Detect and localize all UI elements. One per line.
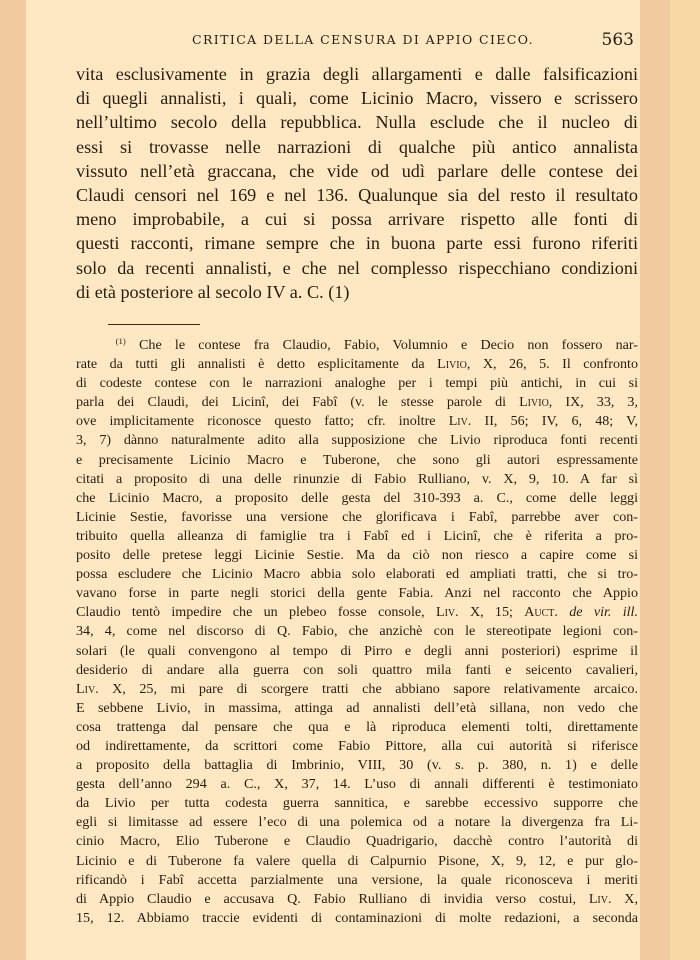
footnote-line <box>76 680 638 699</box>
footnote-text: ove implicitamente riconosce questo fatto; cfr. inoltre <box>76 413 449 430</box>
footnote-line: od indirettamente, da scrittori come Fabio Pittore, alla cui autorità si riferisce <box>76 737 638 754</box>
author-liv: Liv. <box>448 413 472 430</box>
footnote-line: possa escludere che Licinio Macro abbia solo elaborati ed ampliati tratti, che si tro- <box>76 566 638 583</box>
footnote-line: Licinio e di Tuberone fa valere quella di Calpurnio Pisone, X, 9, 12, e pur glo- <box>76 852 638 869</box>
running-title: CRITICA DELLA CENSURA DI APPIO CIECO. <box>192 32 535 47</box>
footnote-line: che Licinio Macro, a proposito delle gesta del 310-393 a. C., come delle leggi <box>76 489 638 506</box>
footnote-rule <box>108 324 200 325</box>
body-line: Claudi censori nel 169 e nel 136. Qualunque sia del resto il resultato <box>76 185 638 206</box>
author-auct: Auct. <box>524 604 558 621</box>
footnote-line: citati a proposito di una delle rinunzie di Fabio Rulliano, v. X, 9, 10. A far sì <box>76 470 638 487</box>
page-number: 563 <box>601 30 634 50</box>
body-line: essi si trovasse nelle narrazioni di qualche più antico annalista <box>76 136 638 157</box>
running-head <box>26 30 670 52</box>
page-gutter-left <box>0 0 26 960</box>
footnote-line: rificandò i Fabî accetta parzialmente una versione, la quale riconosceva i meriti <box>76 871 638 888</box>
footnote-line: desiderio di andare alla guerra con soli quattro mila fanti e seicento cavalieri, <box>76 661 638 678</box>
footnote-line: 3, 7) dànno naturalmente adito alla supposizione che Livio riproduca fonti recenti <box>76 432 638 449</box>
footnote-text: Claudio tentò impedire che un plebeo fosse console, <box>76 604 436 621</box>
footnote-line: gesta dell’anno 294 a. C., X, 37, 14. L’uso di annali differenti è testimoniato <box>76 776 638 793</box>
footnote-line: vavano forse in parte negli storici della gente Fabia. Anzi nel racconto che Appio <box>76 585 638 602</box>
footnote-text: II, 56; IV, 6, 48; V, <box>471 413 639 430</box>
footnote-line <box>76 355 638 374</box>
work-title: de vir. ill. <box>569 604 638 621</box>
footnote-text: X, 25, mi pare di scorgere tratti che abbiano sapore relativamente arcaico. <box>98 680 638 697</box>
footnote-line: egli si limitasse ad essere l’eco di una polemica od a notare la divergenza fra Li- <box>76 814 638 831</box>
body-line: questi racconti, rimane sempre che in buona parte essi furono riferiti <box>76 233 638 254</box>
footnote-line: Licinie Sestie, favorisse una versione che glorificava i Fabî, parrebbe aver con- <box>76 508 638 525</box>
book-page <box>26 0 670 960</box>
author-livio: Livio <box>519 394 549 411</box>
footnote-line <box>76 603 638 622</box>
footnote-line: cinio Macro, Elio Tuberone e Claudio Quadrigario, dacchè contro l’autorità di <box>76 833 638 850</box>
footnote-line <box>76 890 638 909</box>
footnote-text: , IX, 33, 3, <box>548 394 638 411</box>
footnote-line <box>76 393 638 412</box>
footnote-line: tribuito quella alleanza di famiglie tra i Fabî ed i Licinî, che è riferita a pro- <box>76 527 638 544</box>
footnote-line: posito delle pretese leggi Licinie Sestie. Ma da ciò non riesco a capire come si <box>76 547 638 564</box>
footnote-reference: (1) <box>328 281 350 302</box>
footnote-text: X, 15; <box>458 604 525 621</box>
body-line: vita esclusivamente in grazia degli allargamenti e dalle falsificazioni <box>76 64 638 84</box>
footnote-text: rate da tutti gli annalisti è detto esplicitamente da <box>76 356 438 373</box>
footnote-line: 15, 12. Abbiamo traccie evidenti di contaminazioni di molte redazioni, a seconda <box>76 909 638 926</box>
author-liv: Liv. <box>588 890 612 907</box>
footnote <box>76 336 638 928</box>
author-liv: Liv. <box>76 680 99 697</box>
body-line: nell’ultimo secolo della repubblica. Nulla esclude che il nucleo di <box>76 112 638 133</box>
footnote-line: cosa trattenga dal pensare che qua e là riproduca elementi tolti, direttamente <box>76 718 638 735</box>
body-line-last <box>76 280 638 304</box>
footnote-line: a proposito della battaglia di Imbrinio, VIII, 30 (v. s. p. 380, n. 1) e delle <box>76 757 638 774</box>
body-line-last-text: di età posteriore al secolo IV a. C. <box>76 281 324 302</box>
footnote-line <box>76 412 638 431</box>
footnote-line: e precisamente Licinio Macro e Tuberone, che sono gli autori espressamente <box>76 451 638 468</box>
footnote-line: da Livio per tutta codesta guerra sannitica, e sarebbe eccessivo supporre che <box>76 795 638 812</box>
body-line: meno improbabile, a cui si possa arrivare rispetto alle fonti di <box>76 209 638 230</box>
footnote-number: (1) <box>115 336 126 347</box>
body-line: solo da recenti annalisti, e che nel complesso rispecchiano condizioni <box>76 257 638 278</box>
footnote-text: X, <box>611 890 638 907</box>
footnote-line: solari (le quali convengono al tempo di Pirro e degli anni posteriori) esprime il <box>76 642 638 659</box>
footnote-line <box>76 336 638 355</box>
main-text <box>76 62 638 304</box>
footnote-text: di Appio Claudio e accusava Q. Fabio Rulliano di invidia verso costui, <box>76 890 589 907</box>
body-line: di quegli annalisti, i quali, come Licinio Macro, vissero e scrissero <box>76 88 638 109</box>
footnote-text: , X, 26, 5. Il confronto <box>466 356 639 373</box>
footnote-line: E sebbene Livio, in massima, attinga ad annalisti dell’età sillana, non vedo che <box>76 699 638 716</box>
footnote-line: di codeste contese con le narrazioni analoghe per i tempi più antichi, in cui si <box>76 375 638 392</box>
author-livio: Livio <box>437 356 467 373</box>
author-liv: Liv. <box>435 604 459 621</box>
body-line: vissuto nell’età graccana, che vide od udì parlare delle contese dei <box>76 160 638 181</box>
page-edge-right <box>640 0 670 960</box>
footnote-text: Che le contese fra Claudio, Fabio, Volumnio e Decio non fossero nar- <box>139 337 638 353</box>
footnote-text: parla dei Claudi, dei Licinî, dei Fabî (v. le stesse parole di <box>76 394 520 411</box>
footnote-line: 34, 4, come nel discorso di Q. Fabio, che anzichè con le stereotipate legioni con- <box>76 623 638 640</box>
